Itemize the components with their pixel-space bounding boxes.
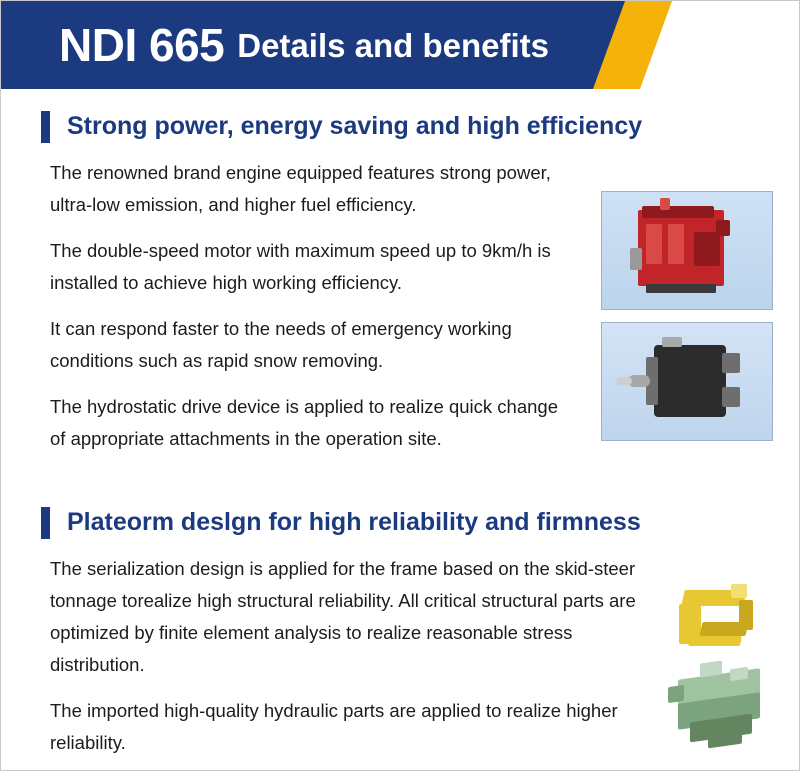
section-2-title: Plateorm deslgn for high reliability and firmness	[67, 508, 641, 537]
valve-photo-caption	[656, 656, 657, 657]
section-1-title: Strong power, energy saving and high efficiency	[67, 112, 643, 141]
paragraph: It can respond faster to the needs of emergency working conditions such as rapid snow removing.	[50, 318, 512, 371]
page-subtitle: Details and benefits	[237, 26, 549, 64]
motor-photo-caption	[602, 323, 603, 324]
hydraulic-motor-photo	[601, 322, 773, 441]
paragraph: The renowned brand engine equipped features strong power, ultra-low emission, and higher fuel efficiency.	[50, 162, 551, 215]
engine-photo-caption	[602, 192, 603, 193]
frame-photo-caption	[669, 574, 670, 575]
engine-photo	[601, 191, 773, 310]
heading-accent-bar	[41, 111, 50, 143]
page-title: NDI 665	[59, 19, 225, 71]
section-heading-2	[1, 507, 799, 539]
header-title-group	[59, 1, 549, 89]
hydraulic-valve-photo	[656, 656, 786, 756]
header-banner	[1, 1, 799, 89]
heading-accent-bar	[41, 507, 50, 539]
paragraph: The imported high-quality hydraulic parts are applied to realize higher reliability.	[50, 700, 618, 753]
paragraph: The hydrostatic drive device is applied to realize quick change of appropriate attachments in the operation site.	[50, 396, 559, 449]
paragraph: The serialization design is applied for the frame based on the skid-steer tonnage torealize high structural reliability. All critical structural parts are optimized by finite element analysis to realize reasonable stress distribution.	[50, 558, 636, 675]
yellow-frame-photo	[669, 574, 781, 654]
section-heading-1	[1, 111, 799, 143]
paragraph: The double-speed motor with maximum speed up to 9km/h is installed to achieve high working efficiency.	[50, 240, 551, 293]
